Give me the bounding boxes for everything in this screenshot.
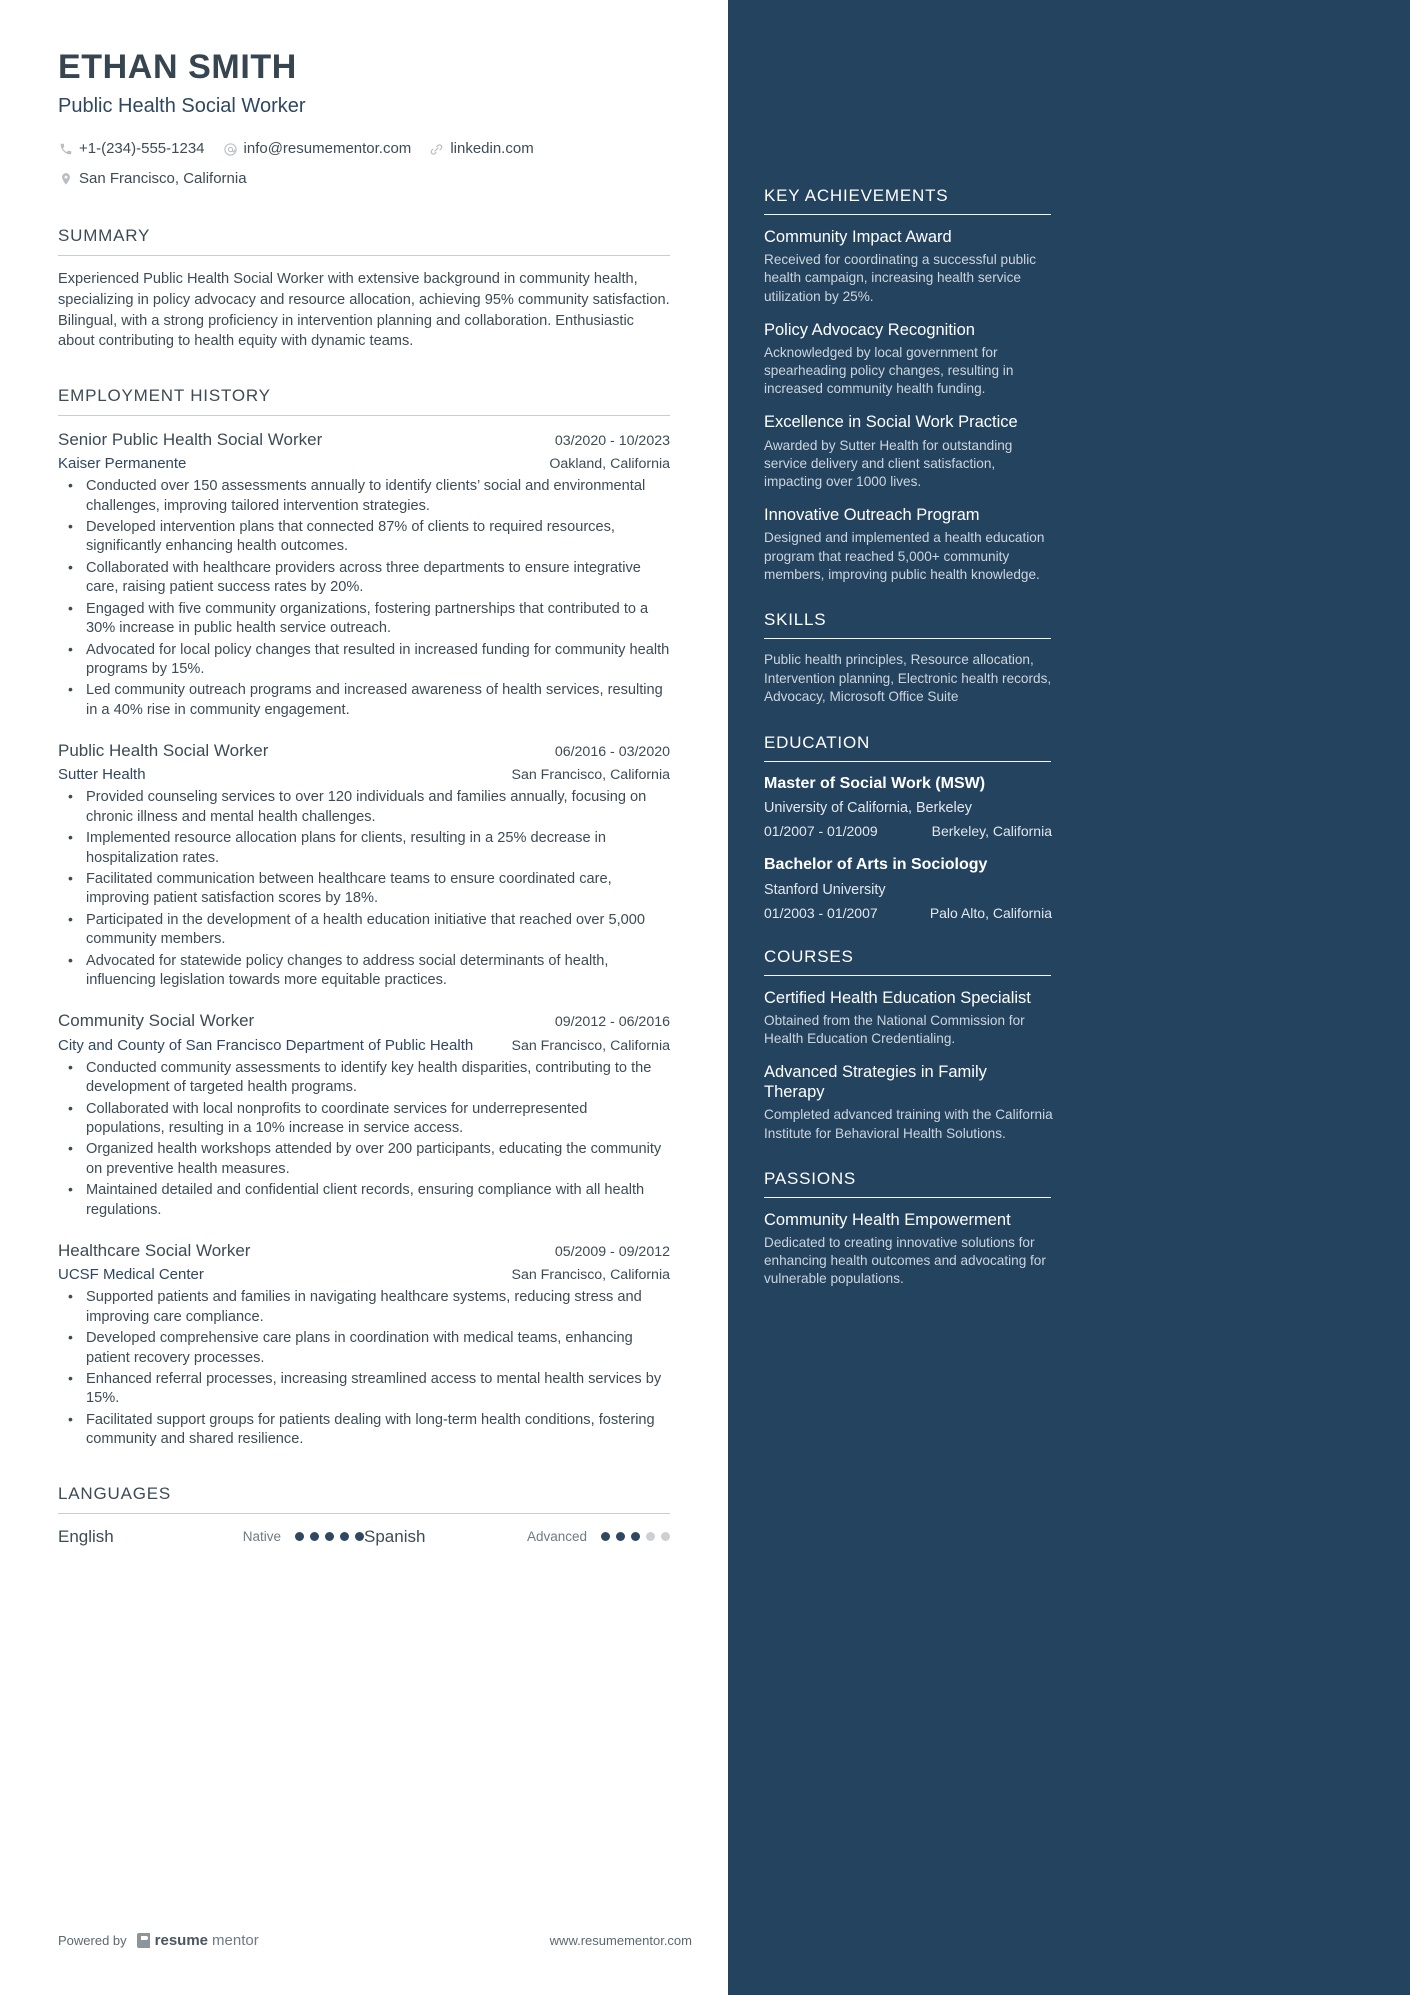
job-dates: 06/2016 - 03/2020 [554,744,670,761]
powered-by-block [58,1932,259,1949]
job-bullet: • Maintained detailed and confidential client records, ensuring compliance with all health regulations. [58,1181,670,1220]
achievement-item [764,505,1352,584]
resumementor-mark-icon [137,1933,150,1948]
job-entry [58,429,670,720]
job-dates: 03/2020 - 10/2023 [554,432,670,449]
job-entry [58,740,670,990]
section-employment-history [58,386,670,1450]
education-degree: Bachelor of Arts in Sociology [764,856,988,874]
job-location: San Francisco, California [511,767,670,784]
job-dates: 09/2012 - 06/2016 [554,1014,670,1031]
rating-dot-empty [646,1532,655,1541]
language-level: Advanced [526,1529,587,1545]
sidebar-section-skills [764,610,1352,707]
course-description: Obtained from the National Commission for Health Education Credentialing. [764,1012,1025,1046]
sidebar-section-courses [764,947,1352,1143]
key-achievements-divider [764,214,1051,215]
phone-icon [58,142,73,157]
education-meta [764,823,1052,839]
job-entry [58,1010,670,1220]
education-divider [764,761,1051,762]
job-header [58,1240,670,1262]
job-header [58,740,670,762]
summary-divider [58,255,670,256]
employment-heading: EMPLOYMENT HISTORY [58,385,271,405]
passions-heading: PASSIONS [764,1168,857,1188]
education-school: Stanford University [764,881,886,898]
contact-row-secondary [58,166,670,192]
education-location: Berkeley, California [931,823,1052,840]
job-header [58,1010,670,1032]
sidebar-section-passions [764,1169,1352,1289]
page-footer [58,1932,692,1949]
job-location: Oakland, California [549,456,670,473]
course-title: Certified Health Education Specialist [764,988,1031,1007]
job-bullet: • Engaged with five community organizations, fostering partnerships that contributed to a 30% increase in public health service outreach. [58,600,670,639]
job-bullet: • Developed intervention plans that connected 87% of clients to required resources, significantly enhancing health outcomes. [58,518,670,557]
skills-heading: SKILLS [764,609,827,629]
achievement-description: Acknowledged by local government for spearheading policy changes, resulting in increased community health funding. [764,344,1014,397]
education-heading: EDUCATION [764,733,871,753]
summary-heading: SUMMARY [58,226,151,246]
sidebar-section-education [764,733,1352,920]
job-subheader [58,765,670,784]
achievement-title: Excellence in Social Work Practice [764,413,1018,432]
contact-phone-text: +1-(234)-555-1234 [79,140,205,158]
language-name: Spanish [364,1526,426,1546]
courses-heading: COURSES [764,946,854,966]
job-bullet: • Conducted over 150 assessments annually to identify clients’ social and environmental challenges, improving tailored intervention strategies. [58,477,670,516]
achievement-title: Community Impact Award [764,228,952,246]
job-bullet: • Advocated for local policy changes that resulted in increased funding for community health programs by 15%. [58,641,670,680]
achievement-title: Policy Advocacy Recognition [764,320,975,339]
education-meta [764,905,1052,921]
job-dates: 05/2009 - 09/2012 [554,1244,670,1260]
passion-item [764,1210,1352,1289]
job-subheader [58,1036,670,1055]
achievement-description: Received for coordinating a successful public health campaign, increasing health service utilization by 25%. [764,252,1037,304]
skills-divider [764,638,1051,639]
job-company: Sutter Health [58,766,146,784]
rating-dot-filled [601,1532,610,1541]
rating-dot-filled [295,1532,304,1541]
course-description: Completed advanced training with the California Institute for Behavioral Health Solutions. [764,1107,1053,1141]
job-bullet-list [58,788,670,990]
job-location: San Francisco, California [511,1267,670,1284]
courses-divider [764,975,1051,976]
job-subheader [58,454,670,473]
job-bullet: • Implemented resource allocation plans for clients, resulting in a 25% decrease in hospitalization rates. [58,829,670,868]
summary-text: Experienced Public Health Social Worker with extensive background in community health, specializing in policy advocacy and resource allocation, achieving 95% community satisfaction. Bilingual, with a strong proficiency in intervention planning and collaboration. Enthusiastic about contributing to health equity with dynamic teams. [58,271,670,350]
course-item [764,988,1352,1049]
rating-dot-filled [325,1532,334,1541]
languages-row [58,1527,670,1547]
job-bullet: • Organized health workshops attended by over 200 participants, educating the community on preventive health measures. [58,1140,670,1179]
achievement-description: Designed and implemented a health education program that reached 5,000+ community members, improving public health knowledge. [764,530,1045,582]
job-role: Public Health Social Worker [58,741,269,761]
candidate-name: ETHAN SMITH [58,48,297,86]
brand-name-bold: resume [154,1932,209,1949]
job-bullet: • Collaborated with local nonprofits to coordinate services for underrepresented populations, resulting in a 10% increase in service access. [58,1100,670,1139]
contact-linkedin[interactable] [429,136,533,162]
job-bullet-list [58,477,670,720]
education-school: University of California, Berkeley [764,800,972,817]
languages-heading: LANGUAGES [58,1483,172,1503]
language-item [58,1527,364,1547]
resumementor-logo[interactable] [137,1932,259,1949]
job-bullet: • Participated in the development of a health education initiative that reached over 5,000 community members. [58,911,670,950]
job-bullet: • Enhanced referral processes, increasing streamlined access to mental health services by 15%. [58,1370,670,1409]
skills-text: Public health principles, Resource allocation, Intervention planning, Electronic health records, Advocacy, Microsoft Office Suite [764,651,1052,705]
rating-dot-filled [631,1532,640,1541]
section-summary [58,226,670,352]
job-role: Senior Public Health Social Worker [58,429,323,449]
rating-dot-filled [355,1532,364,1541]
job-bullet: • Conducted community assessments to identify key health disparities, contributing to the development of targeted health programs. [58,1059,670,1098]
job-company: Kaiser Permanente [58,455,187,473]
job-header [58,429,670,451]
education-dates: 01/2003 - 01/2007 [764,904,878,921]
rating-dot-filled [310,1532,319,1541]
rating-dot-filled [340,1532,349,1541]
rating-dot-filled [616,1532,625,1541]
employment-divider [58,415,670,416]
job-subheader [58,1265,670,1284]
job-role: Community Social Worker [58,1011,255,1031]
language-rating-dots [601,1532,670,1541]
education-item [764,774,1352,839]
contact-linkedin-text: linkedin.com [450,140,534,158]
language-name: English [58,1526,114,1546]
course-item [764,1062,1352,1143]
education-dates: 01/2007 - 01/2009 [764,823,878,840]
job-bullet: • Facilitated support groups for patients dealing with long-term health conditions, fostering community and shared resilience. [58,1411,670,1450]
job-entry [58,1240,670,1450]
job-bullet: • Collaborated with healthcare providers across three departments to ensure integrative care, raising patient success rates by 20%. [58,559,670,598]
passion-description: Dedicated to creating innovative solutions for enhancing health outcomes and advocating for vulnerable populations. [764,1234,1046,1287]
job-bullet-list [58,1059,670,1220]
contact-row-primary [58,136,670,162]
language-rating-dots [295,1532,364,1541]
achievement-item [764,227,1352,306]
sidebar-section-key-achievements [764,186,1352,584]
job-company: UCSF Medical Center [58,1266,204,1284]
job-bullet: • Supported patients and families in navigating healthcare systems, reducing stress and improving care compliance. [58,1288,670,1327]
job-bullet: • Led community outreach programs and increased awareness of health services, resulting in a 40% rise in community engagement. [58,681,670,720]
job-company: City and County of San Francisco Department of Public Health [58,1036,474,1054]
achievement-description: Awarded by Sutter Health for outstanding service delivery and client satisfaction, impacting over 1000 lives. [764,437,1013,489]
achievement-item [764,320,1352,399]
resume-sidebar [728,0,1410,1995]
contact-location-text: San Francisco, California [79,170,247,188]
rating-dot-empty [661,1532,670,1541]
contact-email[interactable] [223,136,412,162]
language-level: Native [242,1529,281,1545]
achievement-title: Innovative Outreach Program [764,506,980,525]
education-location: Palo Alto, California [929,904,1052,921]
job-location: San Francisco, California [511,1037,670,1054]
languages-divider [58,1513,670,1514]
section-languages [58,1484,670,1547]
achievement-item [764,412,1352,491]
contact-email-text: info@resumementor.com [243,140,412,158]
language-item [364,1527,670,1547]
powered-by-label: Powered by [58,1933,127,1948]
passions-divider [764,1197,1051,1198]
location-pin-icon [58,172,73,187]
contact-phone[interactable] [58,136,205,162]
contact-location [58,166,247,192]
job-bullet: • Facilitated communication between healthcare teams to ensure coordinated care, improving patient satisfaction scores by 18%. [58,870,670,909]
candidate-job-title: Public Health Social Worker [58,95,306,118]
job-bullet: • Advocated for statewide policy changes to address social determinants of health, influencing legislation towards more equitable practices. [58,952,670,991]
course-title: Advanced Strategies in Family Therapy [764,1063,987,1102]
email-icon [223,142,238,157]
job-bullet-list [58,1288,670,1449]
brand-name-light: mentor [212,1932,259,1949]
link-icon [429,142,444,157]
education-degree: Master of Social Work (MSW) [764,775,986,793]
job-bullet: • Developed comprehensive care plans in coordination with medical teams, enhancing patient recovery processes. [58,1329,670,1368]
education-item [764,855,1352,920]
passion-title: Community Health Empowerment [764,1210,1011,1229]
key-achievements-heading: KEY ACHIEVEMENTS [764,186,949,205]
footer-website[interactable]: www.resumementor.com [549,1933,692,1948]
job-bullet: • Provided counseling services to over 120 individuals and families annually, focusing on chronic illness and mental health challenges. [58,788,670,827]
job-role: Healthcare Social Worker [58,1241,251,1260]
